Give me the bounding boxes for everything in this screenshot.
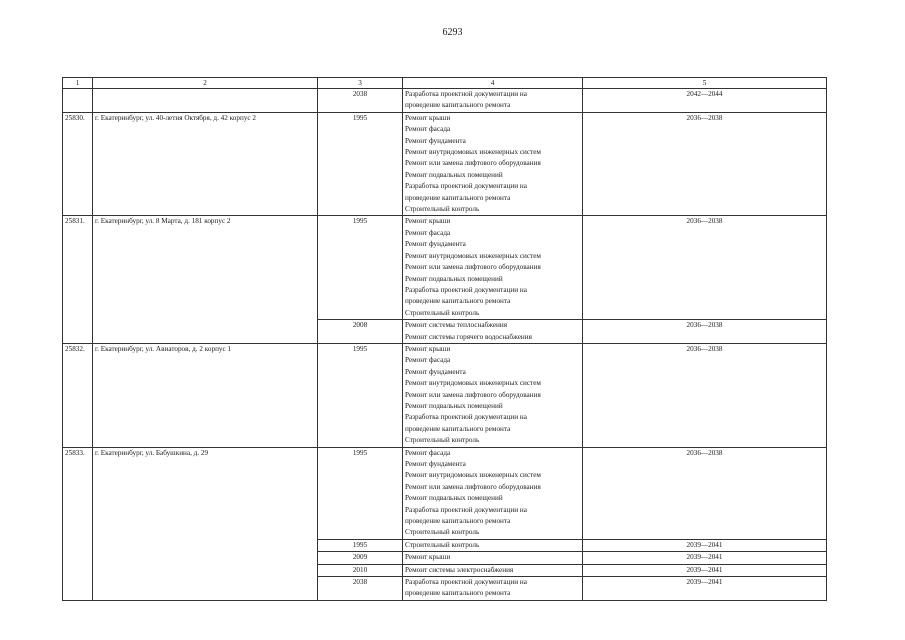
- period-cell: 2039—2041: [583, 552, 827, 564]
- year-cell: 1995: [318, 343, 403, 447]
- table-row: [63, 447, 827, 539]
- work-item: Ремонт крыши: [405, 344, 451, 353]
- row-number-cell: [63, 552, 93, 564]
- work-item: Ремонт системы теплоснабжения: [405, 321, 508, 330]
- period-cell: 2039—2041: [583, 564, 827, 576]
- year-cell: 2008: [318, 320, 403, 344]
- period-cell: 2036—2038: [583, 320, 827, 344]
- year-cell: 2038: [318, 577, 403, 601]
- work-item: Строительный контроль: [405, 308, 480, 317]
- work-item: Ремонт подвальных помещений: [405, 274, 503, 283]
- table-subrow: [63, 552, 827, 564]
- work-item: проведение капитального ремонта: [405, 297, 511, 306]
- year-cell: 2010: [318, 564, 403, 576]
- year-cell: 1995: [318, 112, 403, 216]
- column-header: 1: [63, 78, 93, 89]
- table-subrow: [63, 539, 827, 551]
- year-cell: 1995: [318, 539, 403, 551]
- work-item: Ремонт или замена лифтового оборудования: [405, 390, 541, 399]
- work-item: Ремонт фундамента: [405, 367, 466, 376]
- row-number-cell: 25831.: [63, 216, 93, 320]
- work-item: Ремонт фасада: [405, 125, 451, 134]
- table-subrow: [63, 564, 827, 576]
- work-types-cell: [403, 552, 583, 564]
- row-number-cell: [63, 320, 93, 344]
- table-row: [63, 216, 827, 320]
- table-row: [63, 89, 827, 113]
- row-number-cell: [63, 577, 93, 601]
- work-types-cell: [403, 564, 583, 576]
- work-item: Ремонт или замена лифтового оборудования: [405, 159, 541, 168]
- work-item: Ремонт фундамента: [405, 240, 466, 249]
- work-item: Ремонт фасада: [405, 356, 451, 365]
- work-item: Ремонт крыши: [405, 113, 451, 122]
- year-cell: 1995: [318, 447, 403, 539]
- work-item: Ремонт внутридомовых инженерных систем: [405, 379, 541, 388]
- row-number-cell: [63, 539, 93, 551]
- work-item: Ремонт крыши: [405, 553, 451, 562]
- address-cell: [93, 564, 318, 576]
- work-item: Разработка проектной документации на: [405, 413, 527, 422]
- table-row: [63, 343, 827, 447]
- period-cell: 2042—2044: [583, 89, 827, 113]
- row-number-cell: 25832.: [63, 343, 93, 447]
- table-row: [63, 112, 827, 216]
- address-cell: [93, 539, 318, 551]
- work-item: проведение капитального ремонта: [405, 517, 511, 526]
- work-item: Разработка проектной документации на: [405, 285, 527, 294]
- work-types-cell: [403, 89, 583, 113]
- work-types-cell: [403, 343, 583, 447]
- work-item: Строительный контроль: [405, 436, 480, 445]
- work-item: Строительный контроль: [405, 540, 480, 549]
- work-item: Ремонт подвальных помещений: [405, 401, 503, 410]
- period-cell: 2036—2038: [583, 343, 827, 447]
- work-item: Строительный контроль: [405, 528, 480, 537]
- work-item: Разработка проектной документации на: [405, 182, 527, 191]
- capital-repair-table: [62, 77, 827, 601]
- work-types-cell: [403, 112, 583, 216]
- table-subrow: [63, 577, 827, 601]
- work-item: Разработка проектной документации на: [405, 90, 527, 98]
- work-item: Ремонт системы горячего водоснабжения: [405, 332, 532, 341]
- address-cell: [93, 320, 318, 344]
- work-item: Ремонт внутридомовых инженерных систем: [405, 148, 541, 157]
- work-item: проведение капитального ремонта: [405, 589, 511, 598]
- work-types-cell: [403, 539, 583, 551]
- work-types-cell: [403, 320, 583, 344]
- year-cell: 2009: [318, 552, 403, 564]
- work-item: Ремонт внутридомовых инженерных систем: [405, 251, 541, 260]
- row-number-cell: [63, 564, 93, 576]
- address-cell: г. Екатеринбург, ул. 40-летия Октября, д. 42 корпус 2: [93, 112, 318, 216]
- year-cell: 1995: [318, 216, 403, 320]
- work-item: Ремонт или замена лифтового оборудования: [405, 482, 541, 491]
- period-cell: 2036—2038: [583, 112, 827, 216]
- work-item: Ремонт фасада: [405, 448, 451, 457]
- row-number-cell: [63, 89, 93, 113]
- column-header: 3: [318, 78, 403, 89]
- address-cell: г. Екатеринбург, ул. 8 Марта, д. 181 корпус 2: [93, 216, 318, 320]
- work-item: Разработка проектной документации на: [405, 505, 527, 514]
- work-item: проведение капитального ремонта: [405, 101, 511, 110]
- address-cell: [93, 89, 318, 113]
- work-item: Ремонт крыши: [405, 217, 451, 226]
- address-cell: г. Екатеринбург, ул. Авиаторов, д. 2 корпус 1: [93, 343, 318, 447]
- address-cell: [93, 577, 318, 601]
- work-types-cell: [403, 577, 583, 601]
- column-header: 4: [403, 78, 583, 89]
- year-cell: 2038: [318, 89, 403, 113]
- page-number: 6293: [442, 27, 463, 38]
- period-cell: 2036—2038: [583, 216, 827, 320]
- work-item: Строительный контроль: [405, 205, 480, 214]
- column-header: 2: [93, 78, 318, 89]
- work-types-cell: [403, 216, 583, 320]
- row-number-cell: 25830.: [63, 112, 93, 216]
- period-cell: 2036—2038: [583, 447, 827, 539]
- table-subrow: [63, 320, 827, 344]
- work-item: Ремонт или замена лифтового оборудования: [405, 263, 541, 272]
- work-item: Ремонт фасада: [405, 228, 451, 237]
- column-header: 5: [583, 78, 827, 89]
- table-header-row: [63, 78, 827, 89]
- work-item: Ремонт внутридомовых инженерных систем: [405, 471, 541, 480]
- work-item: Ремонт подвальных помещений: [405, 170, 503, 179]
- address-cell: [93, 552, 318, 564]
- work-item: Ремонт фундамента: [405, 460, 466, 468]
- work-types-cell: [403, 447, 583, 539]
- work-item: проведение капитального ремонта: [405, 193, 511, 202]
- work-item: Разработка проектной документации на: [405, 578, 527, 587]
- work-item: Ремонт системы электроснабжения: [405, 565, 514, 574]
- address-cell: г. Екатеринбург, ул. Бабушкина, д. 29: [93, 447, 318, 539]
- work-item: Ремонт фундамента: [405, 136, 466, 145]
- work-item: Ремонт подвальных помещений: [405, 494, 503, 503]
- period-cell: 2039—2041: [583, 577, 827, 601]
- row-number-cell: 25833.: [63, 447, 93, 539]
- work-item: проведение капитального ремонта: [405, 424, 511, 433]
- period-cell: 2039—2041: [583, 539, 827, 551]
